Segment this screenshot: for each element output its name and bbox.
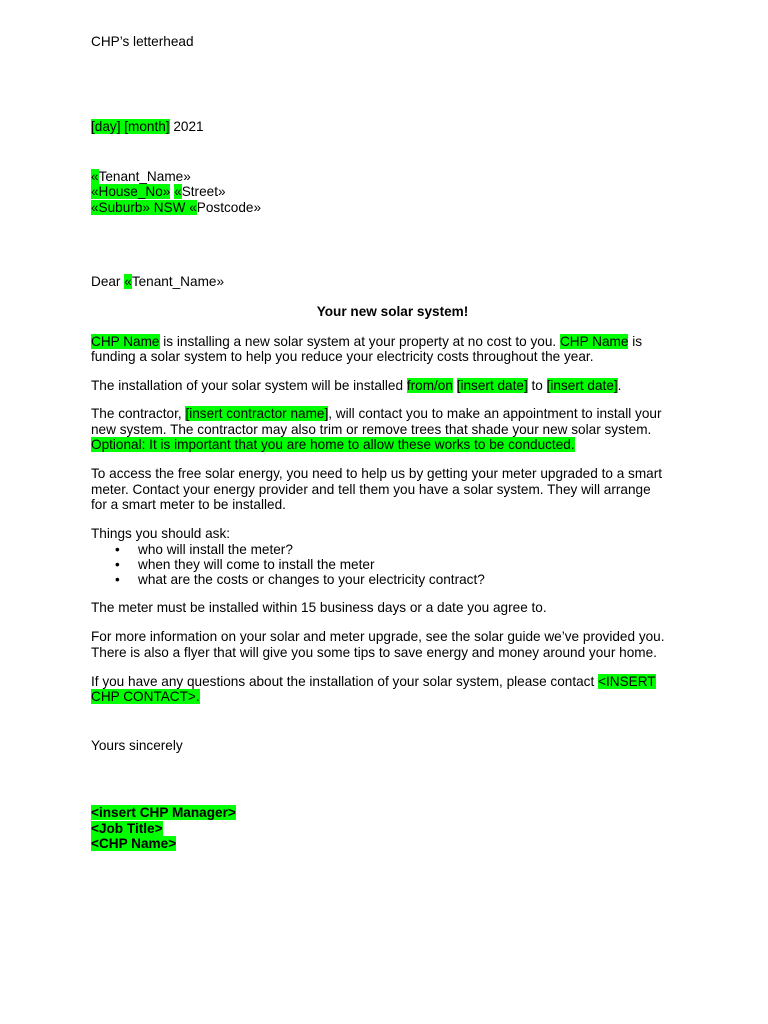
- para1-text: is installing a new solar system at your property at no cost to you.: [159, 334, 560, 349]
- para2: [91, 378, 621, 394]
- para7-line1: [91, 674, 656, 690]
- para3-line3: [91, 437, 575, 453]
- insert-date-placeholder: [insert date]: [456, 378, 528, 393]
- para4-text: meter. Contact your energy provider and tell them you have a solar system. They will arrange: [91, 482, 651, 497]
- para1-line2: [91, 349, 593, 365]
- date-placeholder: [day] [month]: [91, 119, 170, 134]
- list-item-text: when they will come to install the meter: [138, 557, 375, 572]
- para6-line2: [91, 645, 657, 661]
- para7-line2: [91, 689, 200, 705]
- para2-text: The installation of your solar system will be installed: [91, 378, 407, 393]
- insert-date-placeholder: [insert date]: [546, 378, 618, 393]
- address-merge-mark: «: [91, 169, 99, 184]
- bullet-icon: •: [115, 572, 120, 587]
- letterhead: [91, 34, 194, 50]
- letter-date: [91, 119, 204, 135]
- salutation-prefix: Dear: [91, 274, 125, 289]
- chp-name-placeholder: CHP Name: [559, 334, 629, 349]
- bullet-icon: •: [115, 557, 120, 572]
- para3-text: , will contact you to make an appointment to install your: [328, 406, 662, 421]
- address-street: Street»: [181, 184, 226, 199]
- para6-text: For more information on your solar and meter upgrade, see the solar guide we’ve provided you.: [91, 629, 665, 644]
- signature-manager: [91, 805, 236, 821]
- para4-line1: [91, 466, 662, 482]
- list-item-text: who will install the meter?: [138, 542, 293, 557]
- para1-text: funding a solar system to help you reduce your electricity costs throughout the year.: [91, 349, 594, 364]
- manager-placeholder: <insert CHP Manager>: [91, 805, 236, 820]
- chp-name-placeholder: CHP Name: [91, 334, 160, 349]
- address-house-no: «House_No»: [91, 184, 171, 199]
- para6-text: There is also a flyer that will give you some tips to save energy and money around your home.: [91, 645, 657, 660]
- closing: [91, 738, 183, 754]
- para6-line1: [91, 629, 665, 645]
- para4-text: To access the free solar energy, you need to help us by getting your meter upgraded to a smart: [91, 466, 663, 481]
- from-on-placeholder: from/on: [406, 378, 453, 393]
- address-line-3: [91, 200, 261, 216]
- para5: [91, 600, 547, 616]
- chp-name-signature-placeholder: <CHP Name>: [91, 836, 177, 851]
- salutation: [91, 274, 224, 290]
- chp-contact-placeholder: <INSERT: [598, 674, 656, 689]
- address-postcode: Postcode»: [196, 200, 262, 215]
- letter-title: [0, 304, 768, 320]
- contractor-name-placeholder: [insert contractor name]: [185, 406, 329, 421]
- salutation-merge-mark: «: [124, 274, 132, 289]
- signature-job-title: [91, 821, 163, 837]
- address-suburb: «Suburb»: [91, 200, 150, 215]
- para3-text: The contractor,: [91, 406, 186, 421]
- para1-line1: [91, 334, 642, 350]
- signature-chp-name: [91, 836, 176, 852]
- para3-text: new system. The contractor may also trim or remove trees that shade your new solar system.: [91, 422, 652, 437]
- address-state: NSW «: [149, 200, 197, 215]
- para2-text: .: [617, 378, 622, 393]
- para2-text: to: [527, 378, 547, 393]
- para4-line3: [91, 497, 286, 513]
- para1-text: is: [628, 334, 643, 349]
- list-item-text: what are the costs or changes to your electricity contract?: [138, 572, 485, 587]
- optional-note: Optional: It is important that you are home to allow these works to be conducted.: [91, 437, 575, 452]
- para3-line1: [91, 406, 661, 422]
- chp-contact-placeholder: CHP CONTACT>.: [91, 689, 200, 704]
- bullet-icon: •: [115, 542, 120, 557]
- ask-intro: [91, 526, 230, 542]
- para7-text: If you have any questions about the installation of your solar system, please contact: [91, 674, 599, 689]
- para4-text: for a smart meter to be installed.: [91, 497, 286, 512]
- letter-title-text: Your new solar system!: [316, 304, 469, 319]
- letterhead-text: CHP’s letterhead: [91, 34, 194, 49]
- salutation-name: Tenant_Name»: [131, 274, 225, 289]
- date-year: 2021: [169, 119, 204, 134]
- para4-line2: [91, 482, 651, 498]
- job-title-placeholder: <Job Title>: [91, 821, 163, 836]
- para5-text: The meter must be installed within 15 business days or a date you agree to.: [91, 600, 547, 615]
- address-street-mark: «: [174, 184, 182, 199]
- address-tenant-name: Tenant_Name»: [98, 169, 191, 184]
- ask-intro-text: Things you should ask:: [91, 526, 231, 541]
- closing-text: Yours sincerely: [91, 738, 183, 753]
- address-line-1: [91, 169, 191, 185]
- para3-line2: [91, 422, 651, 438]
- address-line-2: [91, 184, 226, 200]
